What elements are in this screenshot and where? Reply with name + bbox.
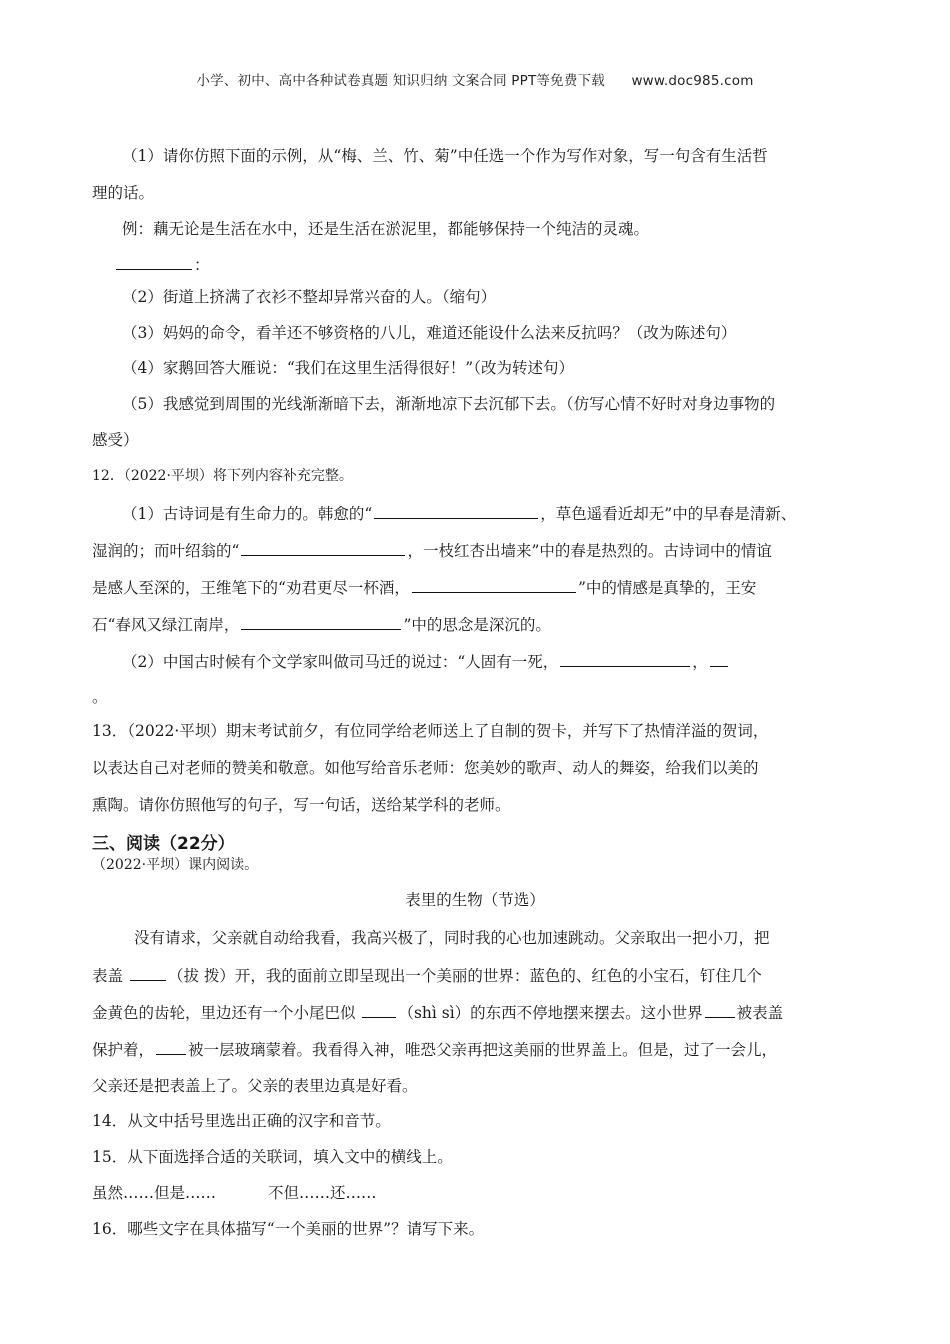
q16: 16．哪些文字在具体描写“一个美丽的世界”？请写下来。	[92, 1220, 485, 1238]
section-intro: （2022·平坝）课内阅读。	[92, 857, 259, 873]
passage-line3-b: （shì sì）的东西不停地摆来摆去。这小世界	[398, 1004, 703, 1022]
conjunction-option-1: 虽然……但是……	[92, 1184, 217, 1202]
colon: ：	[194, 256, 210, 274]
q15: 15．从下面选择合适的关联词，填入文中的横线上。	[92, 1148, 453, 1166]
passage-title: 表里的生物（节选）	[405, 891, 545, 909]
passage-line4-a: 保护着，	[92, 1041, 155, 1059]
q12-line4-b: ”中的思念是深沉的。	[403, 616, 551, 634]
answer-blank[interactable]	[241, 613, 401, 630]
q12-line4-a: 石“春风又绿江南岸，	[92, 616, 240, 634]
q11-part5-line2: 感受）	[92, 431, 139, 449]
q12-line1-b: ，草色遥看近却无”中的早春是清新、	[540, 505, 797, 523]
answer-blank[interactable]	[130, 964, 166, 981]
q12-line6: 。	[92, 688, 108, 706]
q12-line3-a: 是感人至深的，王维笔下的“劝君更尽一杯酒，	[92, 579, 410, 597]
q13-line1: 13．（2022·平坝）期末考试前夕，有位同学给老师送上了自制的贺卡，并写下了热情洋溢的贺词，	[92, 722, 769, 740]
conjunction-option-2: 不但……还……	[268, 1184, 377, 1202]
q12-line5-a: （2）中国古时候有个文学家叫做司马迁的说过：“人固有一死，	[122, 653, 559, 671]
q12-line5-b: ，	[692, 653, 708, 671]
conjunction-options	[92, 1182, 872, 1204]
answer-blank[interactable]	[560, 650, 690, 667]
passage-line4	[92, 1038, 872, 1061]
passage-line2-a: 表盖	[92, 967, 128, 985]
answer-blank[interactable]	[705, 1001, 735, 1018]
header-url[interactable]: www.doc985.com	[631, 73, 754, 89]
q12-title: 12．（2022·平坝）将下列内容补充完整。	[92, 468, 353, 484]
answer-blank[interactable]	[362, 1001, 396, 1018]
q12-line1	[122, 502, 872, 525]
section-title: 三、阅读（22分）	[92, 834, 235, 854]
q12-line3	[92, 576, 872, 599]
passage-line2-b: （拔 拨）开，我的面前立即呈现出一个美丽的世界：蓝色的、红色的小宝石，钉住几个	[167, 967, 762, 985]
answer-blank[interactable]	[241, 539, 405, 556]
passage-line3-c: 被表盖	[736, 1004, 784, 1022]
q13-line3: 熏陶。请你仿照他写的句子，写一句话，送给某学科的老师。	[92, 796, 511, 814]
q11-example: 例：藕无论是生活在水中，还是生活在淤泥里，都能够保持一个纯洁的灵魂。	[122, 220, 650, 238]
header-text: 小学、初中、高中各种试卷真题 知识归纳 文案合同 PPT等免费下载	[196, 73, 605, 89]
q11-part1-line2: 理的话。	[92, 184, 155, 202]
q11-answer-line	[114, 253, 894, 276]
page-header	[0, 69, 950, 89]
q12-line2-b: ，一枝红杏出墙来”中的春是热烈的。古诗词中的情谊	[407, 542, 772, 560]
passage-line4-b: 被一层玻璃蒙着。我看得入神，唯恐父亲再把这美丽的世界盖上。但是，过了一会儿，	[188, 1041, 778, 1059]
q12-line1-a: （1）古诗词是有生命力的。韩愈的“	[122, 505, 373, 523]
q13-line2: 以表达自己对老师的赞美和敬意。如他写给音乐老师：您美妙的歌声、动人的舞姿，给我们以美的	[92, 759, 759, 777]
q11-part4: （4）家鹅回答大雁说：“我们在这里生活得很好！”（改为转述句）	[122, 359, 574, 377]
answer-blank[interactable]	[710, 650, 728, 667]
passage-line3-a: 金黄色的齿轮，里边还有一个小尾巴似	[92, 1004, 361, 1022]
passage-line2	[92, 964, 872, 987]
answer-blank[interactable]	[412, 576, 576, 593]
passage-line5: 父亲还是把表盖上了。父亲的表里边真是好看。	[92, 1077, 418, 1095]
q12-line2	[92, 539, 872, 562]
q11-part2: （2）街道上挤满了衣衫不整却异常兴奋的人。（缩句）	[122, 288, 497, 306]
passage-line1: 没有请求，父亲就自动给我看，我高兴极了，同时我的心也加速跳动。父亲取出一把小刀，把	[134, 929, 770, 947]
q11-part5-line1: （5）我感觉到周围的光线渐渐暗下去，渐渐地凉下去沉郁下去。（仿写心情不好时对身边事物的	[122, 395, 776, 413]
answer-blank[interactable]	[156, 1038, 186, 1055]
passage-line3	[92, 1001, 872, 1024]
q11-part3: （3）妈妈的命令，看羊还不够资格的八儿，难道还能设什么法来反抗吗？（改为陈述句）	[122, 324, 737, 342]
q12-line5	[122, 650, 872, 673]
q14: 14．从文中括号里选出正确的汉字和音节。	[92, 1112, 391, 1130]
answer-blank[interactable]	[374, 502, 538, 519]
q11-part1-line1: （1）请你仿照下面的示例，从“梅、兰、竹、菊”中任选一个作为写作对象，写一句含有生活哲	[122, 147, 768, 165]
answer-blank[interactable]	[116, 253, 192, 270]
q12-line2-a: 湿润的；而叶绍翁的“	[92, 542, 240, 560]
q12-line4	[92, 613, 872, 636]
q12-line3-b: ”中的情感是真挚的，王安	[577, 579, 757, 597]
